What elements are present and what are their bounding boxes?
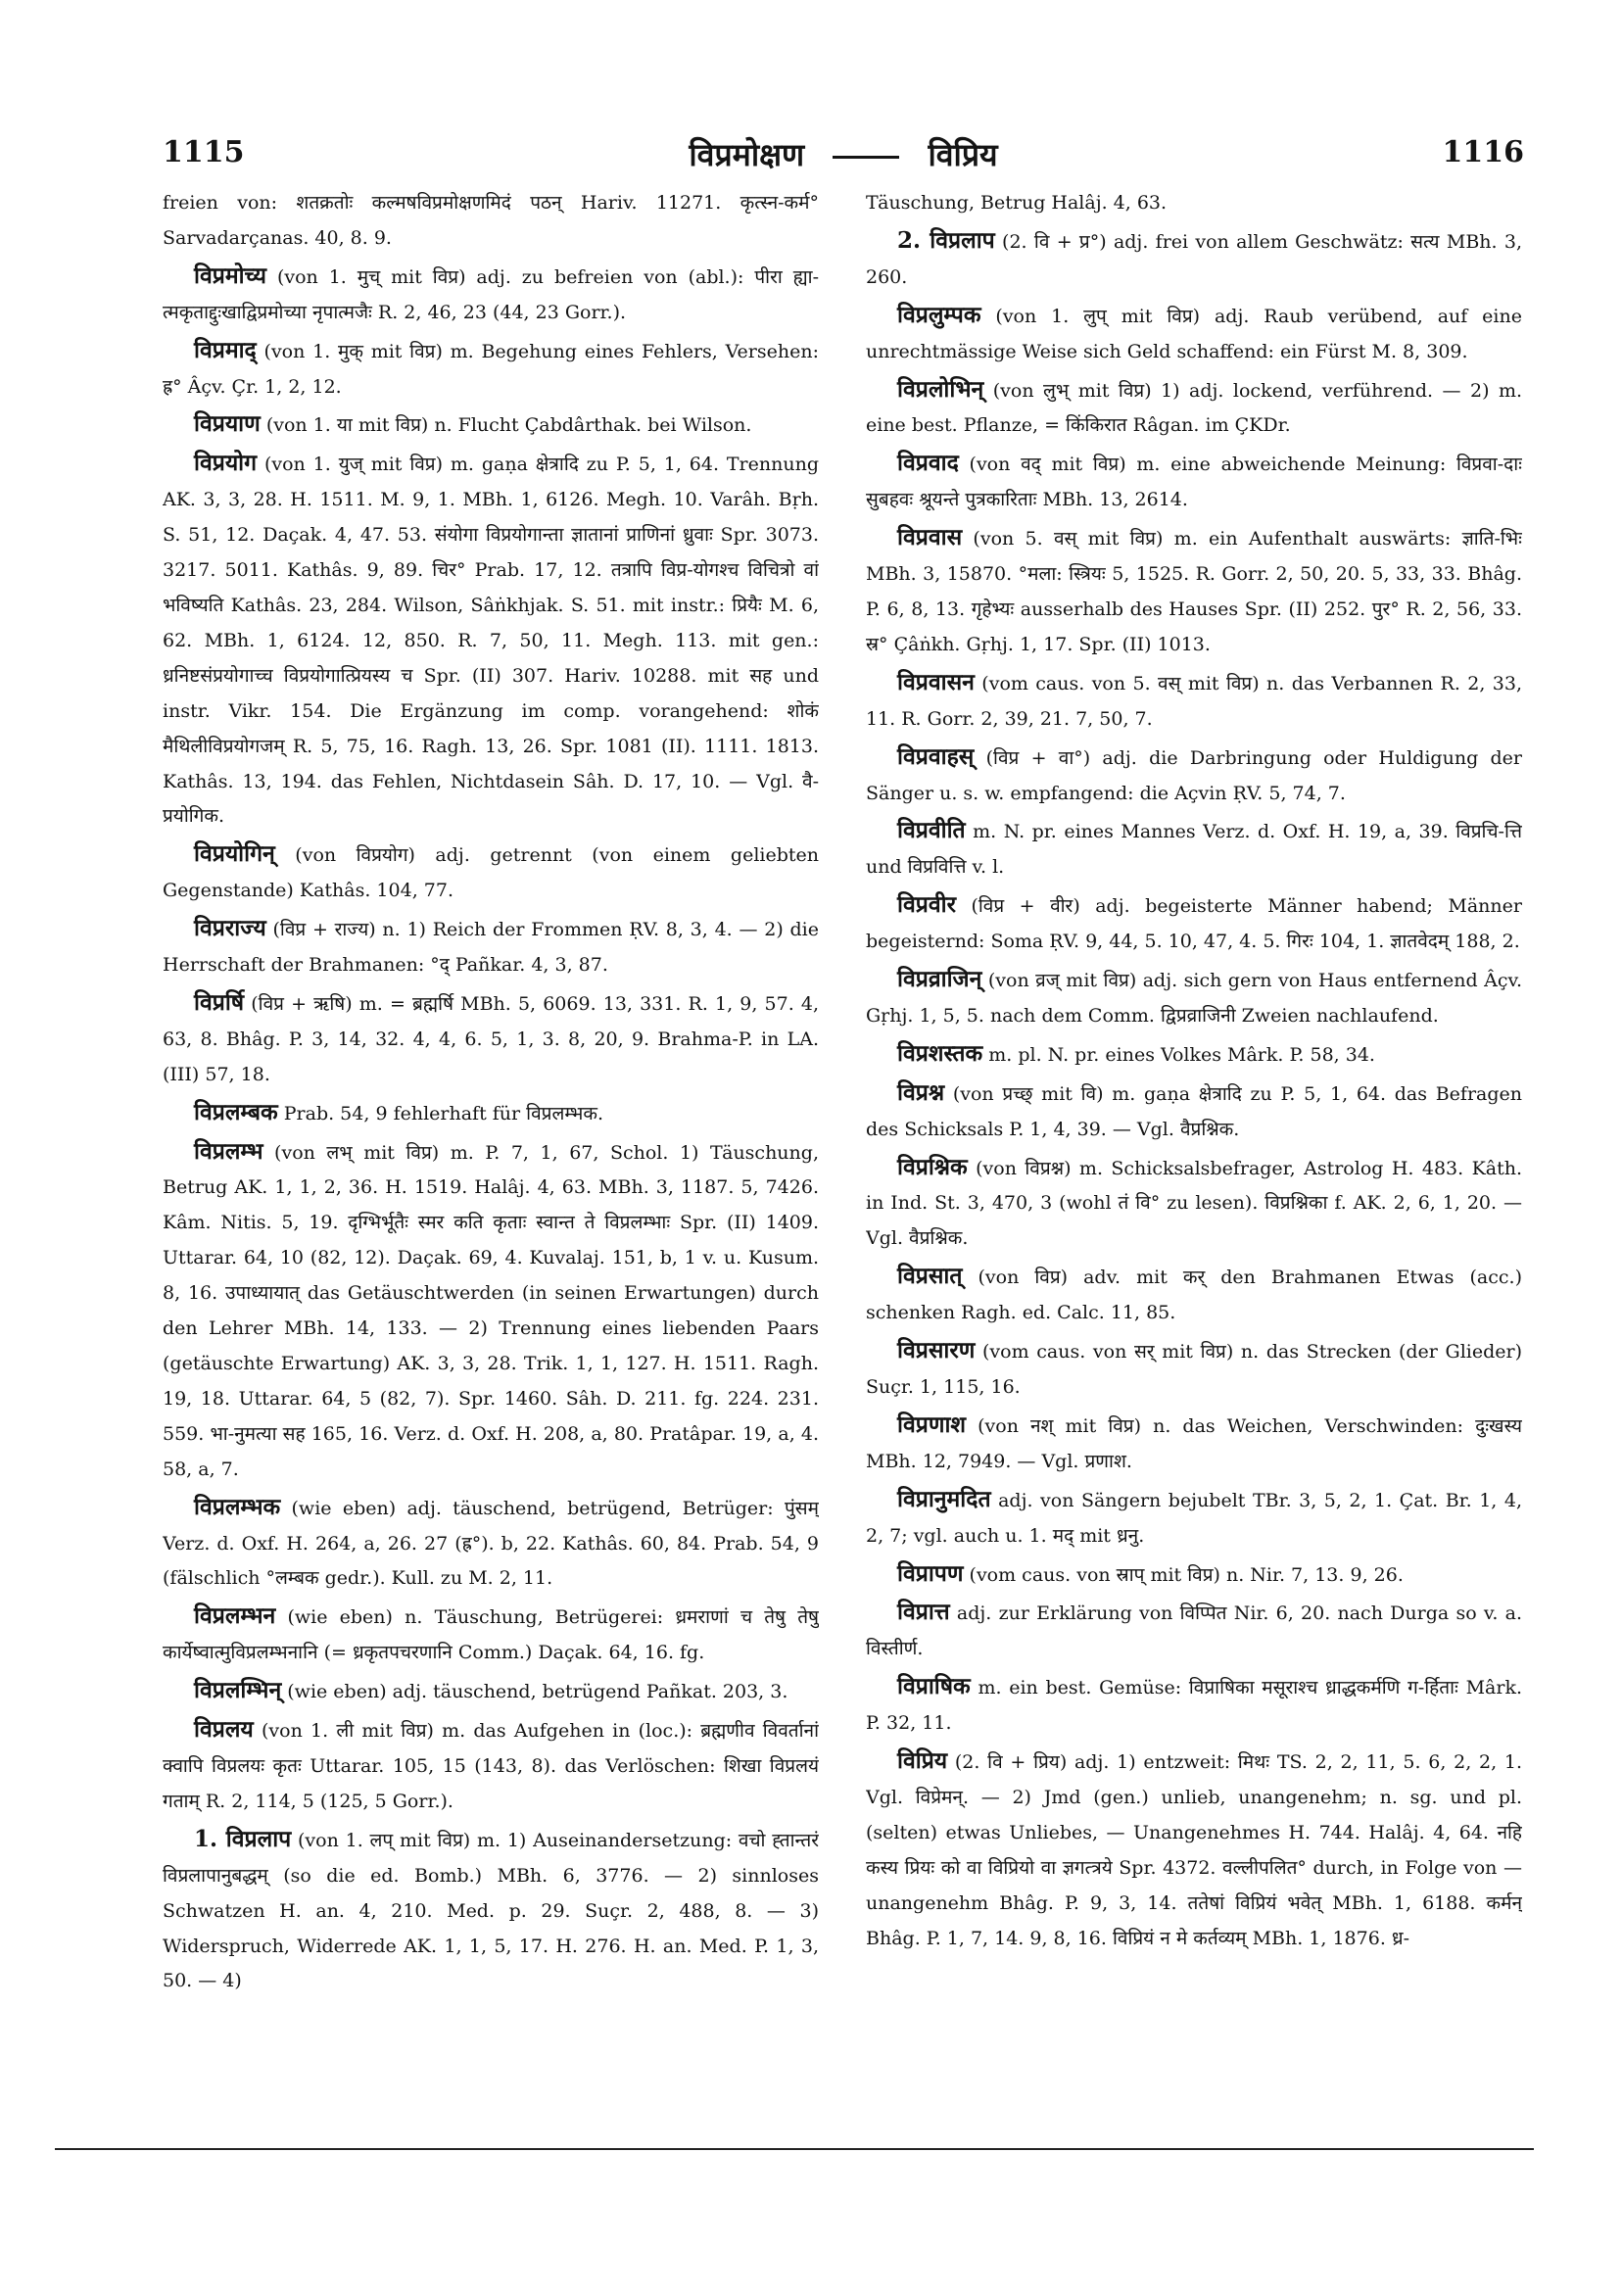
right-column: [866, 186, 1522, 2116]
entry-text: (विप्र + ऋषि) m. = ब्रह्मर्षि MBh. 5, 6069. 13, 331. R. 1, 9, 57. 4, 63, 8. Bhâg. P. 3, 14, 32. 4, 4, 6. 5, 1, 3. 8, 20, 9. Brahma-P. in LA. (III) 57, 18.: [163, 992, 819, 1085]
dictionary-entry: [163, 985, 819, 1093]
dictionary-entry: [866, 665, 1522, 738]
entry-text: (von विप्र) adv. mit कर् den Brahmanen Etwas (acc.) schenken Ragh. ed. Calc. 11, 85.: [866, 1267, 1522, 1324]
entry-text: (vom caus. von सर् mit विप्र) n. das Strecken (der Glieder) Suçr. 1, 115, 16.: [866, 1341, 1522, 1398]
entry-text: (vom caus. von स्राप् mit विप्र) n. Nir. 7, 13. 9, 26.: [969, 1563, 1404, 1586]
dictionary-entry: [866, 887, 1522, 960]
entry-text: (von प्रच्छ् mit वि) m. gaṇa क्षेत्रादि zu P. 5, 1, 64. das Befragen des Schicksals P. 1, 4, 39. — Vgl. वैप्रश्निक.: [866, 1082, 1522, 1140]
dictionary-entry: [866, 1150, 1522, 1258]
entry-lemma: विप्रयोग: [194, 450, 258, 477]
dictionary-entry: [866, 1333, 1522, 1406]
entry-lemma: विप्रमाद्: [194, 336, 257, 363]
dictionary-entry: [163, 1673, 819, 1710]
dictionary-entry: [163, 186, 819, 257]
entry-text: (von 1. ली mit विप्र) m. das Aufgehen in (loc.): ब्रह्मणीव विवर्तानां क्वापि विप्रलयः कृतः Uttarar. 105, 15 (143, 8). das Verlöschen: शिखा विप्रलयं गताम् R. 2, 114, 5 (125, 5 Gorr.).: [163, 1720, 819, 1812]
entry-text: (von 1. युज् mit विप्र) m. gaṇa क्षेत्रादि zu P. 5, 1, 64. Trennung AK. 3, 3, 28. H. 1511. M. 9, 1. MBh. 1, 6126. Megh. 10. Varâh. Bṛh. S. 51, 12. Daçak. 4, 47. 53. संयोगा विप्रयोगान्ता ज्ञातानां प्राणिनां ध्रुवाः Spr. 3073. 3217. 5011. Kathâs. 9, 89. चिर° Prab. 17, 12. तत्रापि विप्र-योगश्च विचित्रो वां भविष्यति Kathâs. 23, 284. Wilson, Sâṅkhjak. S. 51. mit instr.: प्रियैः M. 6, 62. MBh. 1, 6124. 12, 850. R. 7, 50, 11. Megh. 113. mit gen.: ध्रनिष्टसंप्रयोगाच्च विप्रयोगात्प्रियस्य च Spr. (II) 307. Hariv. 10288. mit सह und instr. Vikr. 154. Die Ergänzung im comp. vorangehend: शोकं मैथिलीविप्रयोगजम् R. 5, 75, 16. Ragh. 13, 26. Spr. 1081 (II). 1111. 1813. Kathâs. 13, 194. das Fehlen, Nichtdasein Sâh. D. 17, 10. — Vgl. वै-प्रयोगिक.: [163, 454, 819, 828]
dictionary-entry: [163, 1134, 819, 1488]
entry-lemma: विप्रलम्बक: [194, 1098, 278, 1125]
entry-lemma: विप्रवाद: [897, 450, 959, 477]
running-head: [163, 133, 1524, 175]
entry-text: m. N. pr. eines Mannes Verz. d. Oxf. H. 19, a, 39. विप्रचि-त्ति und विप्रवित्ति v. l.: [866, 821, 1522, 879]
entry-lemma: विप्रराज्य: [194, 915, 266, 942]
dictionary-entry: [866, 962, 1522, 1034]
entry-lemma: 2. विप्रलाप: [897, 226, 995, 254]
entry-lemma: विप्रश्निक: [897, 1153, 968, 1180]
entry-lemma: विप्रर्षि: [194, 988, 245, 1016]
entry-text: (von 1. मुक् mit विप्र) m. Begehung eines Fehlers, Versehen: ह्र° Âçv. Çr. 1, 2, 12.: [163, 340, 819, 398]
dictionary-entry: [163, 333, 819, 406]
dictionary-entry: [866, 1482, 1522, 1555]
dictionary-entry: [163, 1095, 819, 1132]
dictionary-entry: [163, 837, 819, 909]
entry-lemma: 1. विप्रलाप: [194, 1825, 292, 1852]
entry-lemma: विप्रलम्भिन्: [194, 1677, 282, 1704]
entry-lemma: विप्रलम्भक: [194, 1493, 281, 1520]
left-column: [163, 186, 819, 2116]
entry-lemma: विप्रवासन: [897, 668, 975, 695]
entry-lemma: विप्रसात्: [897, 1263, 963, 1290]
entry-text: adj. von Sängern bejubelt TBr. 3, 5, 2, 1. Çat. Br. 1, 4, 2, 7; vgl. auch u. 1. मद् mit ध्रनु.: [866, 1489, 1522, 1547]
head-word-left: विप्रमोक्षण: [689, 136, 805, 173]
dictionary-entry: [163, 259, 819, 331]
entry-lemma: विप्रानुमदित: [897, 1485, 991, 1512]
entry-text: (2. वि + प्रिय) adj. 1) entzweit: मिथः TS. 2, 2, 11, 5. 6, 2, 2, 1. Vgl. विप्रेमन्. — 2) Jmd (gen.) unlieb, unangenehm; n. sg. und pl. (selten) etwas Unliebes, — Unangenehmes H. 744. Halâj. 4, 64. नहि कस्य प्रियः को वा विप्रियो वा ज्ञगत्त्रये Spr. 4372. वल्लीपलित° durch, in Folge von — unangenehm Bhâg. P. 9, 3, 14. ततेषां विप्रियं भवेत् MBh. 1, 6188. कर्मन् Bhâg. P. 1, 7, 14. 9, 8, 16. विप्रियं न मे कर्तव्यम् MBh. 1, 1876. ध्र-: [866, 1751, 1522, 1949]
entry-text: Täuschung, Betrug Halâj. 4, 63.: [866, 192, 1168, 214]
entry-text: m. ein best. Gemüse: विप्राषिका मसूराश्च ध्राद्धकर्मणि ग-र्हिताः Mârk. P. 32, 11.: [866, 1677, 1522, 1735]
dictionary-entry: [866, 1744, 1522, 1956]
entry-lemma: विप्रयोगिन्: [194, 840, 275, 868]
entry-text: (von 1. लप् mit विप्र) m. 1) Auseinandersetzung: वचो ह्तान्तरं विप्रलापानुबद्धम् (so die ed. Bomb.) MBh. 6, 3776. — 2) sinnloses Schwatzen H. an. 4, 210. Med. p. 29. Suçr. 2, 488, 8. — 3) Widerspruch, Widerrede AK. 1, 1, 5, 17. H. 276. H. an. Med. P. 1, 3, 50. — 4): [163, 1829, 819, 1992]
entry-lemma: विप्राषिक: [897, 1673, 971, 1700]
entry-lemma: विप्रवीति: [897, 817, 966, 844]
entry-lemma: विप्रलुम्पक: [897, 301, 981, 328]
entry-lemma: विप्रवाहस्: [897, 742, 975, 770]
entry-text: (2. वि + प्र°) adj. frei von allem Geschwätz: सत्य MBh. 3, 260.: [866, 230, 1522, 288]
entry-lemma: विप्रवास: [897, 524, 963, 551]
entry-text: (विप्र + वीर) adj. begeisterte Männer habend; Männer begeisternd: Soma ṚV. 9, 44, 5. 10, 47, 4. 5. गिरः 104, 1. ज्ञातवेदम् 188, 2.: [866, 895, 1522, 953]
entry-text: (von 1. लुप् mit विप्र) adj. Raub verübend, auf eine unrechtmässige Weise sich Geld schaffend: ein Fürst M. 8, 309.: [866, 305, 1522, 362]
entry-text: (विप्र + वा°) adj. die Darbringung oder Huldigung der Sänger u. s. w. empfangend: die Açvin ṚV. 5, 74, 7.: [866, 746, 1522, 804]
entry-text: (wie eben) n. Täuschung, Betrügerei: ध्रमराणां च तेषु तेषु कार्येष्वात्मुविप्रलम्भनानि (= ध्रकृतपचरणानि Comm.) Daçak. 64, 16. fg.: [163, 1606, 819, 1664]
entry-text: freien von: शतक्रतोः कल्मषविप्रमोक्षणमिदं पठन् Hariv. 11271. कृत्स्न-कर्म° Sarvadarçanas. 40, 8. 9.: [163, 192, 819, 249]
dictionary-entry: [163, 911, 819, 983]
entry-lemma: विप्रिय: [897, 1747, 948, 1775]
page-number-left: 1115: [163, 135, 245, 169]
dictionary-entry: [866, 1595, 1522, 1667]
entry-text: (vom caus. von 5. वस् mit विप्र) n. das Verbannen R. 2, 33, 11. R. Gorr. 2, 39, 21. 7, 50, 7.: [866, 672, 1522, 730]
dictionary-entry: [866, 1076, 1522, 1148]
dictionary-entry: [866, 1556, 1522, 1594]
dictionary-entry: [866, 446, 1522, 518]
dictionary-entry: [866, 1669, 1522, 1742]
page-number-right: 1116: [1442, 135, 1524, 169]
entry-text: (von विप्रश्न) m. Schicksalsbefrager, Astrolog H. 483. Kâth. in Ind. St. 3, 470, 3 (wohl तं वि° zu lesen). विप्रश्निका f. AK. 2, 6, 1, 20. — Vgl. वैप्रश्निक.: [866, 1157, 1522, 1250]
entry-lemma: विप्रलोभिन्: [897, 375, 984, 403]
dictionary-entry: [163, 1490, 819, 1598]
entry-lemma: विप्रलम्भ: [194, 1137, 263, 1165]
dictionary-entry: [163, 407, 819, 444]
entry-text: (विप्र + राज्य) n. 1) Reich der Frommen ṚV. 8, 3, 4. — 2) die Herrschaft der Brahmanen: °द् Pañkar. 4, 3, 87.: [163, 919, 819, 977]
dictionary-entry: [163, 1712, 819, 1820]
dictionary-entry: [866, 186, 1522, 221]
dictionary-entry: [866, 298, 1522, 370]
entry-text: (von 1. मुच् mit विप्र) adj. zu befreien von (abl.): पीरा ह्या-त्मकृताद्दुःखाद्विप्रमोच्या नृपात्मजैः R. 2, 46, 23 (44, 23 Gorr.).: [163, 265, 819, 323]
entry-text: adj. zur Erklärung von विप्पित Nir. 6, 20. nach Durga so v. a. विस्तीर्ण.: [866, 1602, 1522, 1660]
entry-text: (von नश् mit विप्र) n. das Weichen, Verschwinden: दुःखस्य MBh. 12, 7949. — Vgl. प्रणाश.: [866, 1414, 1522, 1472]
entry-text: (von विप्रयोग) adj. getrennt (von einem geliebten Gegenstande) Kathâs. 104, 77.: [163, 844, 819, 902]
head-dash: [833, 156, 899, 159]
entry-text: (von वद् mit विप्र) m. eine abweichende Meinung: विप्रवा-दाः सुबहवः श्रूयन्ते पुत्रकारिताः MBh. 13, 2614.: [866, 454, 1522, 511]
dictionary-entry: [866, 520, 1522, 663]
entry-lemma: विप्रवीर: [897, 891, 956, 919]
entry-text: (von 1. या mit विप्र) n. Flucht Çabdârthak. bei Wilson.: [265, 414, 752, 437]
entry-lemma: विप्रसारण: [897, 1337, 976, 1364]
dictionary-entry: [163, 1822, 819, 2000]
entry-lemma: विप्रशस्तक: [897, 1039, 983, 1067]
entry-lemma: विप्रणाश: [897, 1411, 967, 1438]
dictionary-entry: [866, 223, 1522, 296]
dictionary-entry: [866, 740, 1522, 812]
entry-lemma: विप्रश्न: [897, 1078, 945, 1106]
head-word-right: विप्रिय: [928, 136, 998, 173]
entry-lemma: विप्रात्त: [897, 1599, 950, 1626]
dictionary-entry: [866, 1408, 1522, 1480]
dictionary-entry: [163, 446, 819, 835]
entry-text: m. pl. N. pr. eines Volkes Mârk. P. 58, 34.: [988, 1043, 1375, 1066]
dictionary-entry: [866, 1259, 1522, 1331]
dictionary-entry: [163, 1599, 819, 1671]
entry-text: (wie eben) adj. täuschend, betrügend, Betrüger: पुंसम् Verz. d. Oxf. H. 264, a, 26. 27 (ह्र°). b, 22. Kathâs. 60, 84. Prab. 54, 9 (fälschlich °लम्बक gedr.). Kull. zu M. 2, 11.: [163, 1497, 819, 1590]
entry-text: Prab. 54, 9 fehlerhaft für विप्रलम्भक.: [283, 1102, 604, 1124]
entry-text: (von लभ् mit विप्र) m. P. 7, 1, 67, Schol. 1) Täuschung, Betrug AK. 1, 1, 2, 36. H. 1519. Halâj. 4, 63. MBh. 3, 1187. 5, 7426. Kâm. Nitis. 5, 19. दृग्भिर्भूतैः स्मर कति कृताः स्वान्त ते विप्रलम्भाः Spr. (II) 1409. Uttarar. 64, 10 (82, 12). Daçak. 69, 4. Kuvalaj. 151, b, 1 v. u. Kusum. 8, 16. उपाध्यायात् das Getäuschtwerden (in seinen Erwartungen) durch den Lehrer MBh. 14, 133. — 2) Trennung eines liebenden Paars (getäuschte Erwartung) AK. 3, 3, 28. Trik. 1, 1, 127. H. 1511. Ragh. 19, 18. Uttarar. 64, 5 (82, 7). Spr. 1460. Sâh. D. 211. fg. 224. 231. 559. भा-नुमत्या सह 165, 16. Verz. d. Oxf. H. 208, a, 80. Pratâpar. 19, a, 4. 58, a, 7.: [163, 1141, 819, 1480]
dictionary-entry: [866, 813, 1522, 885]
entry-text: (von लुभ् mit विप्र) 1) adj. lockend, verführend. — 2) m. eine best. Pflanze, = किंकिरात Râgan. im ÇKDr.: [866, 379, 1522, 437]
entry-text: (wie eben) adj. täuschend, betrügend Pañkat. 203, 3.: [287, 1681, 788, 1703]
footer-rule: [55, 2148, 1534, 2150]
dictionary-entry: [866, 1036, 1522, 1074]
entry-lemma: विप्रयाण: [194, 410, 261, 438]
dictionary-entry: [866, 372, 1522, 445]
entry-lemma: विप्रलय: [194, 1716, 254, 1744]
entry-lemma: विप्रव्राजिन्: [897, 966, 982, 993]
entry-lemma: विप्रापण: [897, 1559, 964, 1587]
entry-text: (von व्रज् mit विप्र) adj. sich gern von Haus entfernend Âçv. Gṛhj. 1, 5, 5. nach dem Comm. द्विप्रव्राजिनी Zweien nachlaufend.: [866, 970, 1522, 1027]
entry-lemma: विप्रलम्भन: [194, 1602, 276, 1630]
entry-text: (von 5. वस् mit विप्र) m. ein Aufenthalt auswärts: ज्ञाति-भिः MBh. 3, 15870. °मला: स्त्रियः 5, 1525. R. Gorr. 2, 50, 20. 5, 33, 33. Bhâg. P. 6, 8, 13. गृहेभ्यः ausserhalb des Hauses Spr. (II) 252. पुर° R. 2, 56, 33. स्र° Çâṅkh. Gṛhj. 1, 17. Spr. (II) 1013.: [866, 528, 1522, 655]
entry-lemma: विप्रमोच्य: [194, 262, 266, 289]
page-header: [163, 135, 1524, 174]
